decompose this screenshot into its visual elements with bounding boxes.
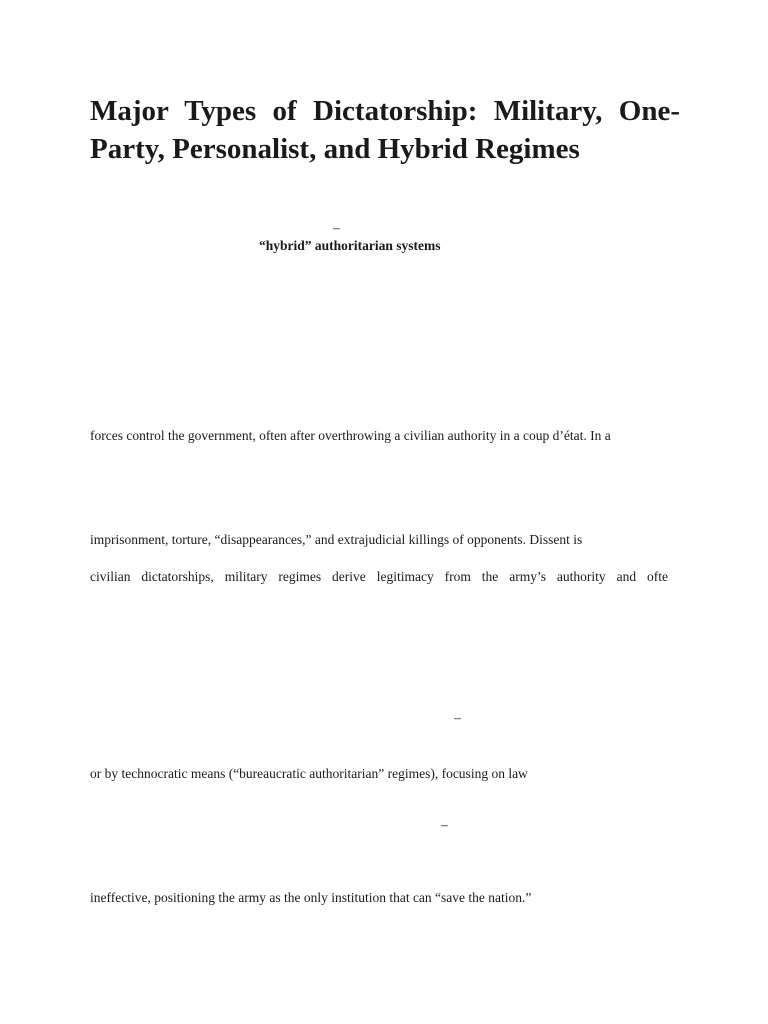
text-line: forces control the government, often after overthrowing a civilian authority in a coup d’état. In a (90, 428, 611, 443)
text-line: imprisonment, torture, “disappearances,” and extrajudicial killings of opponents. Dissent is (90, 532, 583, 547)
document-title: Major Types of Dictatorship: Military, One-Party, Personalist, and Hybrid Regimes (90, 95, 680, 165)
dash-mark: – (454, 711, 461, 726)
document-subtitle: “hybrid” authoritarian systems (259, 238, 441, 253)
text-line: ineffective, positioning the army as the only institution that can “save the nation.” (90, 890, 532, 905)
dash-mark: – (333, 221, 340, 236)
text-line: or by technocratic means (“bureaucratic authoritarian” regimes), focusing on law (90, 766, 528, 781)
dash-mark: – (441, 818, 448, 833)
text-line: civilian dictatorships, military regimes derive legitimacy from the army’s authority and ofte (90, 569, 668, 584)
